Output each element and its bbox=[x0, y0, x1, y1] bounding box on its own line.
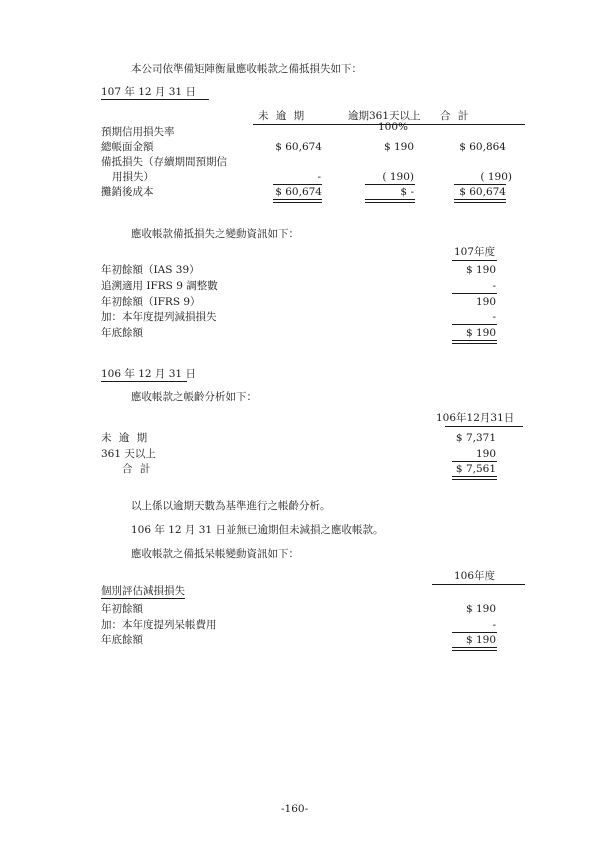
s2-row-value: $ 190 bbox=[465, 327, 496, 339]
s4-row-value: $ 190 bbox=[465, 634, 496, 646]
s4-subheading: 個別評估減損損失 bbox=[101, 585, 185, 597]
subtotal-line bbox=[365, 184, 415, 185]
total-double-line bbox=[365, 199, 415, 203]
s3-row-value: 190 bbox=[475, 448, 496, 460]
col-header-not-due: 未 逾 期 bbox=[258, 110, 307, 122]
s2-row-label: 追溯適用 IFRS 9 調整數 bbox=[101, 280, 218, 292]
s3-row-value: $ 7,371 bbox=[455, 432, 496, 444]
row-label-allowance-1: 備抵損失（存續期間預期信 bbox=[101, 156, 227, 168]
s3-row-label: 361 天以上 bbox=[101, 448, 156, 460]
s3-row-label: 未 逾 期 bbox=[101, 432, 150, 444]
col-header-overdue-361: 逾期361天以上 bbox=[348, 110, 421, 122]
subtotal-line bbox=[452, 461, 497, 462]
s2-row-value: 190 bbox=[475, 296, 496, 308]
s4-row-label: 年底餘額 bbox=[101, 634, 143, 646]
total-double-line bbox=[452, 647, 497, 651]
s4-row-label: 加：本年度提列呆帳費用 bbox=[101, 619, 217, 631]
s2-row-label: 年初餘額（IAS 39） bbox=[101, 264, 200, 276]
s2-col-header: 107年度 bbox=[454, 246, 496, 258]
value-total: $ 60,674 bbox=[459, 186, 506, 198]
rate-value: 100% bbox=[378, 121, 409, 133]
s3-col-header: 106年12月31日 bbox=[436, 412, 515, 424]
s4-row-label: 年初餘額 bbox=[101, 603, 143, 615]
s3-row-label-total: 合 計 bbox=[122, 463, 153, 475]
s2-row-label: 年初餘額（IFRS 9） bbox=[101, 296, 201, 308]
s4-col-header: 106年度 bbox=[454, 570, 496, 582]
row-label: 總帳面金額 bbox=[101, 141, 154, 153]
total-double-line bbox=[452, 476, 497, 480]
section4-paragraph-2: 106 年 12 月 31 日並無已逾期但未減損之應收帳款。 bbox=[131, 524, 384, 536]
row-label: 預期信用損失率 bbox=[101, 126, 175, 138]
subtotal-line bbox=[452, 293, 497, 294]
section1-date: 107 年 12 月 31 日 bbox=[101, 86, 209, 100]
section4-paragraph-1: 以上係以逾期天數為基準進行之帳齡分析。 bbox=[131, 500, 331, 512]
s4-row-value: - bbox=[492, 619, 496, 631]
subtotal-line bbox=[454, 184, 506, 185]
subtotal-line bbox=[273, 184, 322, 185]
value-not-due: $ 60,674 bbox=[275, 141, 322, 153]
page-number: -160- bbox=[281, 803, 309, 815]
s3-row-value: $ 7,561 bbox=[455, 463, 496, 475]
row-label: 攤銷後成本 bbox=[101, 186, 154, 198]
subtotal-line bbox=[452, 632, 497, 633]
s2-row-label: 年底餘額 bbox=[101, 327, 143, 339]
total-double-line bbox=[452, 340, 497, 344]
section3-intro: 應收帳款之帳齡分析如下： bbox=[131, 391, 257, 403]
header-underline bbox=[445, 426, 523, 427]
header-underline bbox=[452, 260, 497, 261]
s2-row-value: - bbox=[492, 311, 496, 323]
value-total: $ 60,864 bbox=[459, 141, 506, 153]
s2-row-label: 加：本年度提列減損損失 bbox=[101, 311, 217, 323]
s2-row-value: $ 190 bbox=[465, 264, 496, 276]
value-not-due: - bbox=[317, 171, 321, 183]
section4-paragraph-3: 應收帳款之備抵呆帳變動資訊如下： bbox=[131, 548, 299, 560]
section3-date: 106 年 12 月 31 日 bbox=[101, 368, 196, 380]
row-label: 用損失） bbox=[112, 171, 154, 183]
total-double-line bbox=[273, 199, 322, 203]
header-underline bbox=[432, 584, 525, 585]
section1-intro: 本公司依準備矩陣衡量應收帳款之備抵損失如下： bbox=[131, 63, 362, 75]
value-overdue: ( 190) bbox=[382, 171, 414, 183]
value-not-due: $ 60,674 bbox=[275, 186, 322, 198]
value-total: ( 190) bbox=[480, 171, 512, 183]
section2-intro: 應收帳款備抵損失之變動資訊如下： bbox=[131, 228, 299, 240]
subtotal-line bbox=[452, 324, 497, 325]
s4-row-value: $ 190 bbox=[465, 603, 496, 615]
value-overdue: $ 190 bbox=[383, 141, 414, 153]
s2-row-value: - bbox=[492, 280, 496, 292]
value-overdue: $ - bbox=[400, 186, 414, 198]
total-double-line bbox=[454, 199, 506, 203]
col-header-total: 合 計 bbox=[440, 110, 471, 122]
